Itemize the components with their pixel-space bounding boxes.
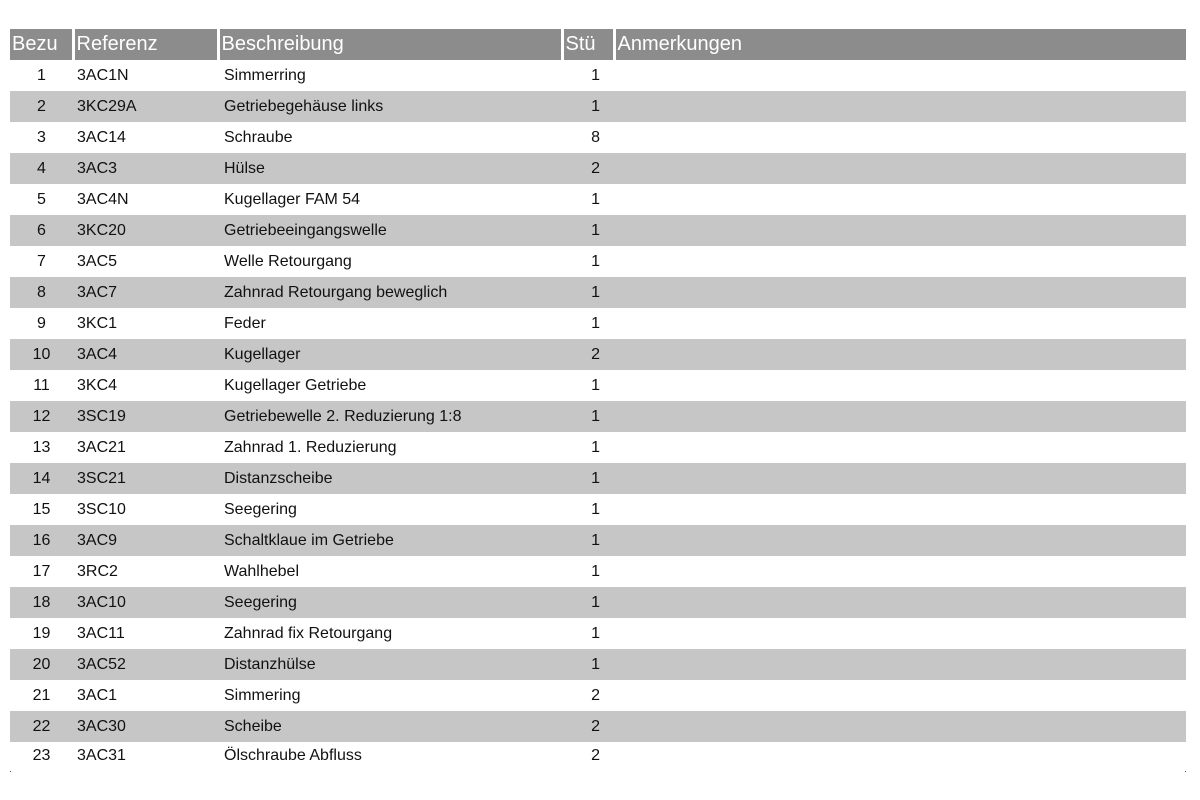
cell-ref-number: 1: [10, 60, 73, 91]
cell-quantity: 1: [562, 184, 614, 215]
cell-quantity: 1: [562, 246, 614, 277]
cell-remarks: [614, 649, 1186, 680]
table-row: [10, 587, 1186, 618]
table-row: [10, 215, 1186, 246]
cell-description: Distanzhülse: [218, 649, 562, 680]
cell-ref-number: 7: [10, 246, 73, 277]
cell-ref-number: 14: [10, 463, 73, 494]
cell-ref-number: 15: [10, 494, 73, 525]
header-reference: Referenz: [73, 29, 218, 60]
cell-remarks: [614, 91, 1186, 122]
cell-remarks: [614, 587, 1186, 618]
cell-remarks: [614, 370, 1186, 401]
header-ref-number: Bezu: [10, 29, 73, 60]
cell-remarks: [614, 277, 1186, 308]
cell-quantity: 8: [562, 122, 614, 153]
cell-remarks: [614, 153, 1186, 184]
cell-ref-number: 21: [10, 680, 73, 711]
cell-reference: 3KC29A: [73, 91, 218, 122]
cell-quantity: 1: [562, 494, 614, 525]
cell-ref-number: 23: [10, 742, 73, 771]
table-row: [10, 401, 1186, 432]
cell-quantity: 1: [562, 587, 614, 618]
table-row: [10, 742, 1186, 771]
cell-remarks: [614, 339, 1186, 370]
cell-remarks: [614, 525, 1186, 556]
cell-quantity: 1: [562, 215, 614, 246]
cell-remarks: [614, 556, 1186, 587]
cell-reference: 3AC1N: [73, 60, 218, 91]
cell-description: Zahnrad 1. Reduzierung: [218, 432, 562, 463]
cell-remarks: [614, 215, 1186, 246]
cell-description: Simmerring: [218, 60, 562, 91]
cell-ref-number: 9: [10, 308, 73, 339]
cell-reference: 3KC20: [73, 215, 218, 246]
cell-reference: 3AC9: [73, 525, 218, 556]
cell-reference: 3KC1: [73, 308, 218, 339]
cell-remarks: [614, 246, 1186, 277]
table-row: [10, 649, 1186, 680]
table-row: [10, 711, 1186, 742]
cell-reference: 3AC30: [73, 711, 218, 742]
table-row: [10, 525, 1186, 556]
cell-ref-number: 18: [10, 587, 73, 618]
table-row: [10, 184, 1186, 215]
cell-quantity: 2: [562, 339, 614, 370]
cell-quantity: 2: [562, 711, 614, 742]
table-row: [10, 556, 1186, 587]
cell-description: Getriebegehäuse links: [218, 91, 562, 122]
cell-description: Kugellager FAM 54: [218, 184, 562, 215]
table-row: [10, 91, 1186, 122]
cell-reference: 3AC1: [73, 680, 218, 711]
cell-ref-number: 10: [10, 339, 73, 370]
cell-reference: 3AC7: [73, 277, 218, 308]
cell-ref-number: 3: [10, 122, 73, 153]
table-row: [10, 463, 1186, 494]
cell-reference: 3AC5: [73, 246, 218, 277]
table-row: [10, 370, 1186, 401]
cell-ref-number: 4: [10, 153, 73, 184]
cell-reference: 3SC10: [73, 494, 218, 525]
header-description: Beschreibung: [218, 29, 562, 60]
cell-description: Welle Retourgang: [218, 246, 562, 277]
cell-description: Zahnrad fix Retourgang: [218, 618, 562, 649]
cell-description: Kugellager Getriebe: [218, 370, 562, 401]
table-row: [10, 680, 1186, 711]
cell-ref-number: 17: [10, 556, 73, 587]
table-row: [10, 432, 1186, 463]
cell-quantity: 1: [562, 401, 614, 432]
cell-quantity: 1: [562, 432, 614, 463]
cell-remarks: [614, 680, 1186, 711]
cell-description: Seegering: [218, 587, 562, 618]
cell-quantity: 1: [562, 525, 614, 556]
cell-description: Scheibe: [218, 711, 562, 742]
table-row: [10, 618, 1186, 649]
cell-ref-number: 12: [10, 401, 73, 432]
cell-reference: 3AC10: [73, 587, 218, 618]
cell-remarks: [614, 122, 1186, 153]
cell-quantity: 2: [562, 153, 614, 184]
cell-description: Getriebewelle 2. Reduzierung 1:8: [218, 401, 562, 432]
cell-quantity: 1: [562, 463, 614, 494]
cell-ref-number: 19: [10, 618, 73, 649]
cell-reference: 3AC21: [73, 432, 218, 463]
cell-ref-number: 20: [10, 649, 73, 680]
cell-remarks: [614, 618, 1186, 649]
cell-description: Simmering: [218, 680, 562, 711]
cell-reference: 3AC4N: [73, 184, 218, 215]
table-row: [10, 277, 1186, 308]
cell-reference: 3AC11: [73, 618, 218, 649]
cell-remarks: [614, 463, 1186, 494]
cell-remarks: [614, 60, 1186, 91]
header-remarks: Anmerkungen: [614, 29, 1186, 60]
cell-ref-number: 16: [10, 525, 73, 556]
cell-quantity: 1: [562, 60, 614, 91]
cell-description: Zahnrad Retourgang beweglich: [218, 277, 562, 308]
cell-quantity: 2: [562, 742, 614, 771]
cell-remarks: [614, 432, 1186, 463]
cell-description: Wahlhebel: [218, 556, 562, 587]
cell-ref-number: 5: [10, 184, 73, 215]
cell-remarks: [614, 494, 1186, 525]
cell-description: Schraube: [218, 122, 562, 153]
cell-remarks: [614, 184, 1186, 215]
cell-reference: 3AC31: [73, 742, 218, 771]
cell-reference: 3KC4: [73, 370, 218, 401]
cell-description: Schaltklaue im Getriebe: [218, 525, 562, 556]
cell-description: Hülse: [218, 153, 562, 184]
parts-table: [10, 29, 1186, 771]
cell-remarks: [614, 308, 1186, 339]
table-row: [10, 153, 1186, 184]
cell-description: Feder: [218, 308, 562, 339]
cell-description: Distanzscheibe: [218, 463, 562, 494]
cell-remarks: [614, 401, 1186, 432]
cell-ref-number: 8: [10, 277, 73, 308]
cell-quantity: 1: [562, 91, 614, 122]
cell-reference: 3AC4: [73, 339, 218, 370]
cell-ref-number: 22: [10, 711, 73, 742]
table-body: [10, 60, 1186, 771]
table-row: [10, 339, 1186, 370]
table-row: [10, 308, 1186, 339]
header-quantity: Stü: [562, 29, 614, 60]
cell-description: Ölschraube Abfluss: [218, 742, 562, 771]
cell-ref-number: 6: [10, 215, 73, 246]
cell-remarks: [614, 711, 1186, 742]
cell-description: Seegering: [218, 494, 562, 525]
header-row: [10, 29, 1186, 60]
cell-reference: 3SC21: [73, 463, 218, 494]
cell-reference: 3RC2: [73, 556, 218, 587]
table-header: [10, 29, 1186, 60]
cell-reference: 3AC52: [73, 649, 218, 680]
cell-description: Getriebeeingangswelle: [218, 215, 562, 246]
cell-quantity: 1: [562, 370, 614, 401]
table-row: [10, 246, 1186, 277]
cell-quantity: 1: [562, 277, 614, 308]
table-row: [10, 122, 1186, 153]
cell-reference: 3AC3: [73, 153, 218, 184]
cell-ref-number: 13: [10, 432, 73, 463]
cell-quantity: 1: [562, 649, 614, 680]
table-row: [10, 494, 1186, 525]
cell-reference: 3SC19: [73, 401, 218, 432]
cell-description: Kugellager: [218, 339, 562, 370]
cell-reference: 3AC14: [73, 122, 218, 153]
cell-ref-number: 2: [10, 91, 73, 122]
cell-quantity: 2: [562, 680, 614, 711]
table-row: [10, 60, 1186, 91]
cell-quantity: 1: [562, 556, 614, 587]
cell-quantity: 1: [562, 618, 614, 649]
cell-ref-number: 11: [10, 370, 73, 401]
cell-remarks: [614, 742, 1186, 771]
cell-quantity: 1: [562, 308, 614, 339]
